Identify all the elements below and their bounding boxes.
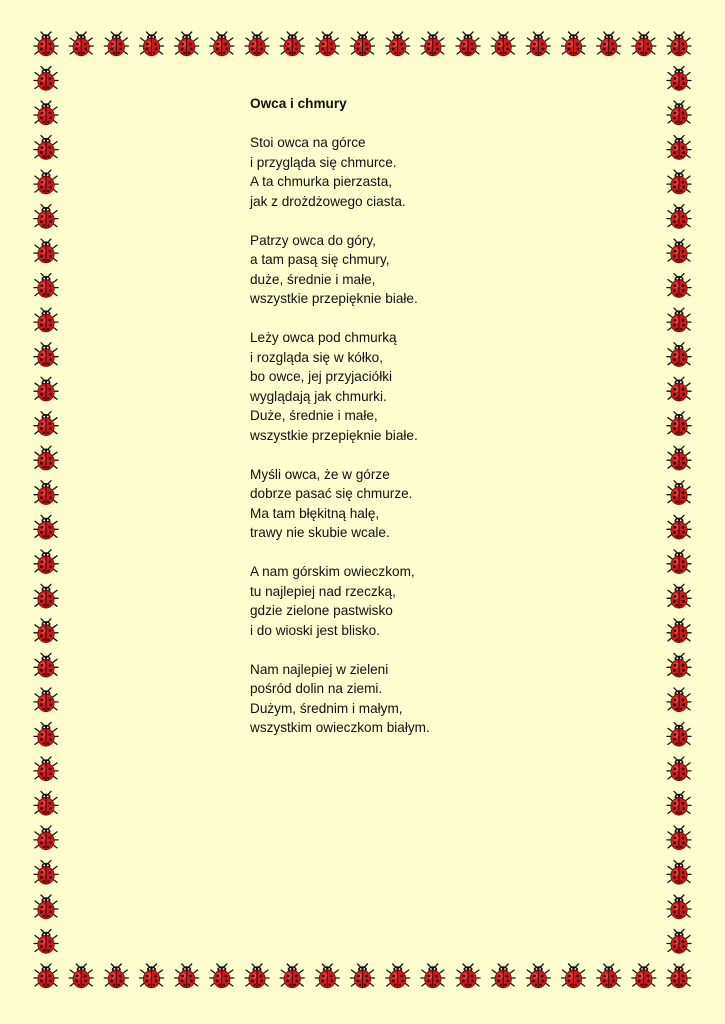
ladybug-icon — [175, 32, 199, 56]
ladybug-icon — [34, 791, 58, 815]
ladybug-icon — [597, 964, 621, 988]
ladybug-icon — [315, 32, 339, 56]
ladybug-icon — [34, 584, 58, 608]
ladybug-icon — [632, 32, 656, 56]
poem-line: Leży owca pod chmurką — [250, 330, 397, 345]
ladybug-icon — [34, 757, 58, 781]
poem-line: bo owce, jej przyjaciółki — [250, 369, 393, 384]
poem-line: Myśli owca, że w górze — [250, 466, 390, 482]
ladybug-icon — [34, 515, 58, 539]
ladybug-icon — [667, 32, 691, 56]
ladybug-icon — [456, 32, 480, 56]
ladybug-icon — [597, 32, 621, 56]
ladybug-icon — [562, 964, 586, 988]
poem-line: gdzie zielone pastwisko — [250, 603, 393, 618]
ladybug-icon — [667, 619, 691, 643]
ladybug-icon — [667, 688, 691, 712]
ladybug-icon — [69, 964, 93, 988]
ladybug-icon — [632, 964, 656, 988]
ladybug-icon — [34, 377, 58, 401]
poem-line: dobrze pasać się chmurze. — [250, 486, 413, 501]
ladybug-icon — [562, 32, 586, 56]
ladybug-icon — [386, 32, 410, 56]
poem-line: Ma tam błękitną halę, — [250, 505, 380, 521]
ladybug-icon — [491, 32, 515, 56]
ladybug-icon — [421, 32, 445, 56]
poem-line: Stoi owca na górce — [250, 135, 366, 150]
ladybug-icon — [667, 343, 691, 367]
ladybug-icon — [491, 964, 515, 988]
ladybug-icon — [667, 67, 691, 91]
ladybug-icon — [351, 964, 375, 988]
ladybug-icon — [351, 32, 375, 56]
ladybug-icon — [667, 481, 691, 505]
ladybug-icon — [667, 205, 691, 229]
ladybug-icon — [210, 964, 234, 988]
ladybug-icon — [245, 32, 269, 56]
ladybug-icon — [667, 550, 691, 574]
poem-line: Dużym, średnim i małym, — [250, 700, 403, 716]
ladybug-icon — [140, 964, 164, 988]
ladybug-icon — [667, 895, 691, 919]
poem-line: wszystkie przepięknie białe. — [250, 427, 418, 443]
poem-stanza — [250, 133, 650, 211]
ladybug-icon — [667, 308, 691, 332]
ladybug-icon — [245, 964, 269, 988]
ladybug-icon — [667, 412, 691, 436]
ladybug-icon — [456, 964, 480, 988]
ladybug-icon — [34, 826, 58, 850]
poem-line: Duże, średnie i małe, — [250, 408, 378, 423]
ladybug-icon — [34, 653, 58, 677]
ladybug-icon — [34, 136, 58, 160]
ladybug-icon — [386, 964, 410, 988]
poem-line: wszystkim owieczkom białym. — [250, 720, 430, 735]
ladybug-icon — [34, 481, 58, 505]
poem-line: jak z drożdżowego ciasta. — [250, 193, 406, 209]
ladybug-icon — [667, 653, 691, 677]
ladybug-icon — [34, 550, 58, 574]
ladybug-icon — [210, 32, 234, 56]
ladybug-icon — [34, 895, 58, 919]
ladybug-icon — [34, 101, 58, 125]
poem-stanza — [250, 328, 650, 445]
poem — [250, 94, 650, 757]
poem-stanza — [250, 660, 650, 738]
ladybug-icon — [667, 930, 691, 954]
ladybug-icon — [315, 964, 339, 988]
poem-line: A nam górskim owieczkom, — [250, 564, 415, 579]
ladybug-icon — [667, 826, 691, 850]
ladybug-icon — [667, 722, 691, 746]
ladybug-icon — [667, 964, 691, 988]
ladybug-icon — [34, 412, 58, 436]
ladybug-icon — [280, 32, 304, 56]
ladybug-icon — [421, 964, 445, 988]
ladybug-icon — [140, 32, 164, 56]
ladybug-icon — [667, 377, 691, 401]
ladybug-icon — [34, 722, 58, 746]
ladybug-icon — [104, 964, 128, 988]
ladybug-icon — [34, 688, 58, 712]
ladybug-icon — [667, 446, 691, 470]
poem-line: A ta chmurka pierzasta, — [250, 174, 393, 189]
ladybug-icon — [667, 515, 691, 539]
ladybug-icon — [34, 308, 58, 332]
ladybug-icon — [280, 964, 304, 988]
poem-line: Patrzy owca do góry, — [250, 232, 376, 248]
poem-line: trawy nie skubie wcale. — [250, 525, 390, 540]
poem-line: pośród dolin na ziemi. — [250, 681, 383, 696]
ladybug-icon — [667, 239, 691, 263]
poem-line: duże, średnie i małe, — [250, 271, 376, 287]
ladybug-icon — [34, 343, 58, 367]
poem-line: wszystkie przepięknie białe. — [250, 291, 418, 306]
ladybug-icon — [667, 860, 691, 884]
poem-line: Nam najlepiej w zieleni — [250, 661, 389, 677]
ladybug-icon — [175, 964, 199, 988]
ladybug-icon — [667, 136, 691, 160]
poem-line: i rozgląda się w kółko, — [250, 349, 383, 365]
ladybug-icon — [34, 619, 58, 643]
poem-line: wyglądają jak chmurki. — [250, 388, 387, 404]
poem-line: tu najlepiej nad rzeczką, — [250, 583, 396, 599]
ladybug-icon — [667, 791, 691, 815]
ladybug-icon — [34, 274, 58, 298]
ladybug-icon — [34, 67, 58, 91]
ladybug-icon — [667, 584, 691, 608]
ladybug-icon — [526, 32, 550, 56]
ladybug-icon — [34, 964, 58, 988]
poem-stanza — [250, 465, 650, 543]
ladybug-icon — [34, 860, 58, 884]
poem-stanzas — [250, 133, 650, 738]
poem-stanza — [250, 562, 650, 640]
ladybug-icon — [34, 205, 58, 229]
ladybug-icon — [34, 170, 58, 194]
poem-line: a tam pasą się chmury, — [250, 252, 390, 267]
ladybug-icon — [667, 274, 691, 298]
ladybug-icon — [69, 32, 93, 56]
ladybug-icon — [34, 239, 58, 263]
ladybug-icon — [104, 32, 128, 56]
ladybug-icon — [667, 170, 691, 194]
ladybug-icon — [34, 930, 58, 954]
ladybug-icon — [667, 101, 691, 125]
ladybug-icon — [34, 32, 58, 56]
poem-line: i do wioski jest blisko. — [250, 622, 380, 638]
ladybug-icon — [526, 964, 550, 988]
poem-title: Owca i chmury — [250, 96, 347, 111]
ladybug-icon — [667, 757, 691, 781]
ladybug-icon — [34, 446, 58, 470]
poem-line: i przygląda się chmurce. — [250, 154, 397, 170]
poem-stanza — [250, 231, 650, 309]
